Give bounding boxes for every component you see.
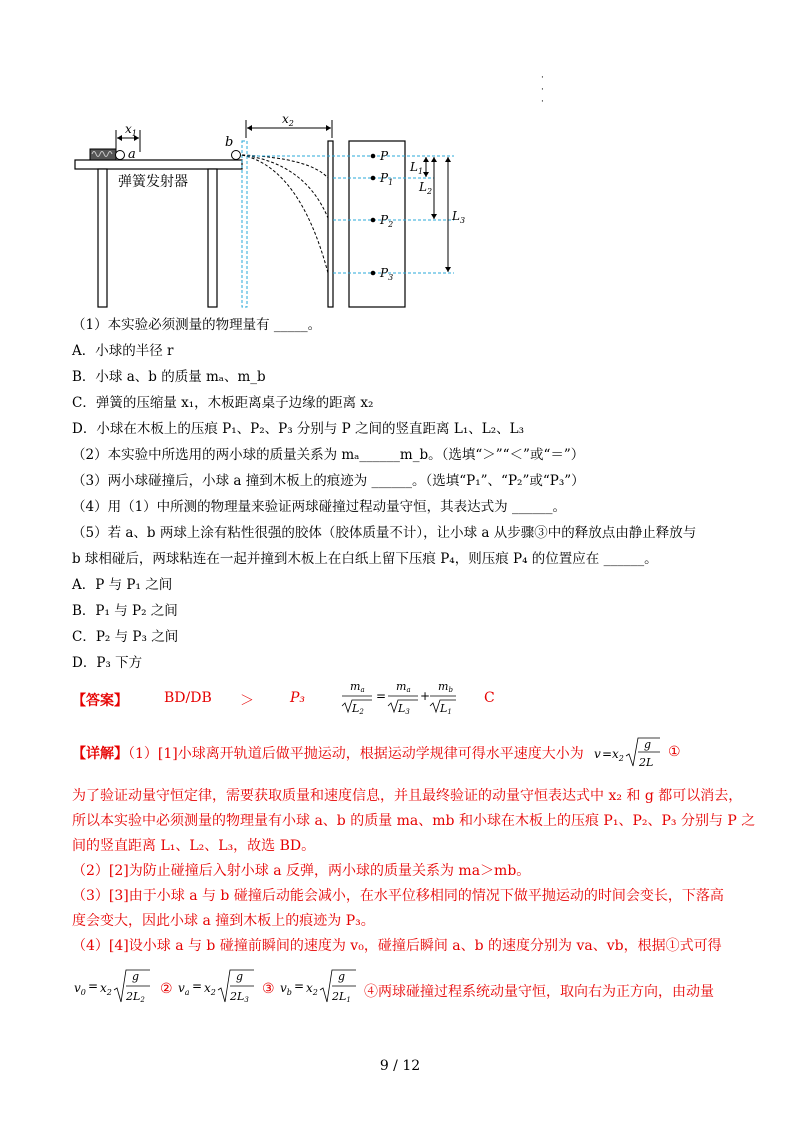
mark-p2: [371, 218, 376, 223]
ball-a: [116, 151, 125, 160]
q5-option-a: A．P 与 P₁ 之间: [72, 577, 173, 593]
q5-option-d: D．P₃ 下方: [72, 655, 143, 671]
svg-text:v: v: [594, 747, 601, 761]
q1-option-d: D．小球在木板上的压痕 P₁、P₂、P₃ 分别与 P 之间的竖直距离 L₁、L₂、L₃: [72, 421, 524, 437]
svg-text:x2: [282, 112, 294, 128]
answer-5: C: [484, 690, 495, 706]
svg-text:2L: 2L: [639, 756, 654, 769]
experiment-figure: [70, 108, 470, 308]
table-leg-left: [98, 169, 107, 307]
svg-text:=: =: [294, 979, 305, 993]
svg-text:=: =: [376, 689, 387, 703]
velocity-formula: [592, 734, 662, 774]
explanation-line-1: [72, 744, 584, 764]
svg-text:ma: ma: [396, 680, 411, 694]
svg-text:P3: $P_3$: [380, 266, 394, 282]
label-p1: P: [380, 171, 389, 185]
marker-1: ①: [668, 744, 681, 760]
question-4: （4）用（1）中所测的物理量来验证两球碰撞过程动量守恒，其表达式为 ______。: [72, 499, 566, 515]
x1-label: x: [125, 122, 132, 136]
svg-text:2L3: 2L3: [230, 990, 249, 1004]
explanation-line-8: （4）[4]设小球 a 与 b 碰撞前瞬间的速度为 v₀，碰撞后瞬间 a、b 的速度分别为 va、vb，根据①式可得: [72, 938, 722, 954]
question-2: （2）本实验中所选用的两小球的质量关系为 mₐ______m_b。（选填“＞”“＜”或“＝”）: [72, 447, 585, 463]
x2-label: x: [282, 112, 289, 126]
svg-text:vb: $v_b$: [280, 981, 292, 997]
ball-b-label: b: [225, 135, 234, 150]
svg-text:L3: $L_3$: [452, 209, 466, 225]
L1-label: L: [410, 160, 418, 174]
svg-text:2L2: 2L2: [126, 990, 145, 1004]
svg-text:g: g: [644, 738, 652, 751]
answer-2: ＞: [240, 693, 254, 709]
q1-option-b: B．小球 a、b 的质量 mₐ、m_b: [72, 369, 266, 385]
question-5-line2: b 球相碰后，两球粘连在一起并撞到木板上在白纸上留下压痕 P₄，则压痕 P₄ 的位置应在 ______。: [72, 551, 658, 567]
spring-label: 弹簧发射器: [118, 174, 188, 190]
explanation-line-6: （3）[3]由于小球 a 与 b 碰撞后动能会减小，在水平位移相同的情况下做平抛运动的时间会变长，下落高: [72, 888, 724, 904]
answer-1: BD/DB: [164, 690, 212, 706]
paper-board: [349, 141, 405, 307]
corner-dots: · · ·: [541, 73, 544, 107]
svg-text:2L1: 2L1: [332, 990, 351, 1004]
explanation-label: 【详解】: [72, 746, 128, 762]
explanation-line-5: （2）[2]为防止碰撞后入射小球 a 反弹，两小球的质量关系为 ma＞mb。: [72, 863, 531, 879]
question-5-line1: （5）若 a、b 两球上涂有粘性很强的胶体（胶体质量不计），让小球 a 从步骤③中的释放点由静止释放与: [72, 525, 697, 541]
x2-sub: 2: [288, 119, 294, 128]
L2-label: L: [419, 180, 427, 194]
label-p3: P: [380, 266, 389, 280]
formula-vb: [278, 966, 368, 1010]
svg-text:L2: L2: [352, 702, 364, 716]
svg-text:=: =: [192, 979, 203, 993]
q5-option-b: B．P₁ 与 P₂ 之间: [72, 603, 178, 619]
question-3: （3）两小球碰撞后，小球 a 撞到木板上的痕迹为 ______。（选填“P₁”、“P₂”或“P₃”）: [72, 473, 585, 489]
svg-text:g: g: [132, 970, 140, 983]
svg-text:g: g: [236, 970, 244, 983]
label-p: P: [380, 149, 389, 163]
explanation-line-7: 度会变大，因此小球 a 撞到木板上的痕迹为 P₃。: [72, 913, 375, 929]
svg-text:=: =: [88, 979, 99, 993]
svg-text:L1: $L_1$: [410, 160, 424, 176]
explanation-line-4: 间的竖直距离 L₁、L₂、L₃，故选 BD。: [72, 838, 316, 854]
mark-p1: [371, 176, 376, 181]
page-number: 9 / 12: [379, 1058, 421, 1074]
q1-option-c: C．弹簧的压缩量 x₁，木板距离桌子边缘的距离 x₂: [72, 395, 374, 411]
mark-p3: [371, 271, 376, 276]
table-top: [75, 160, 242, 169]
label-p2: P: [380, 213, 389, 227]
svg-text:x2: $x_2$: [100, 981, 112, 997]
formula-va: [176, 966, 266, 1010]
answer-4-formula: [338, 678, 458, 720]
q5-option-c: C．P₂ 与 P₃ 之间: [72, 629, 179, 645]
svg-text:x2: $x_2$: [612, 747, 624, 763]
svg-text:x2: $x_2$: [204, 981, 216, 997]
table-leg-right: [208, 169, 217, 307]
question-1: （1）本实验必须测量的物理量有 _____。: [72, 317, 322, 333]
explanation-text-1: （1）[1]小球离开轨道后做平抛运动，根据运动学规律可得水平速度大小为: [128, 746, 584, 762]
L3-label: L: [452, 209, 460, 223]
marker-2: ②: [160, 981, 173, 997]
svg-text:P2: $P_2$: [380, 213, 394, 229]
mark-p: [371, 154, 376, 159]
svg-text:x2: $x_2$: [306, 981, 318, 997]
q1-option-a: A．小球的半径 r: [72, 343, 174, 359]
ball-b: [232, 151, 241, 160]
answer-label: 【答案】: [72, 693, 128, 709]
svg-text:L3: L3: [398, 702, 410, 716]
ball-a-label: a: [128, 147, 136, 162]
answer-3: P₃: [290, 690, 306, 706]
explanation-line-9-tail: ④两球碰撞过程系统动量守恒，取向右为正方向，由动量: [364, 984, 714, 1000]
svg-text:=: =: [602, 747, 613, 761]
spring-launcher: [90, 149, 116, 160]
svg-text:P1: $P_1$: [380, 171, 394, 187]
x1-sub: 1: [131, 129, 137, 138]
plank-initial: [242, 141, 247, 307]
svg-text:ma: ma: [350, 680, 365, 694]
svg-text:g: g: [338, 970, 346, 983]
svg-text:x1: [125, 122, 137, 138]
svg-text:mb: mb: [438, 680, 453, 694]
svg-text:+: +: [420, 689, 431, 703]
svg-text:L2: $L_2$: [419, 180, 433, 196]
plank-moved: [328, 141, 333, 307]
explanation-line-2: 为了验证动量守恒定律，需要获取质量和速度信息，并且最终验证的动量守恒表达式中 x₂ 和 g 都可以消去，: [72, 788, 743, 804]
svg-text:v0: $v_0$: [74, 981, 86, 997]
svg-text:L1: L1: [440, 702, 452, 716]
marker-3: ③: [262, 981, 275, 997]
svg-text:va: $v_a$: [178, 981, 190, 997]
explanation-line-3: 所以本实验中必须测量的物理量有小球 a、b 的质量 ma、mb 和小球在木板上的压痕 P₁、P₂、P₃ 分别与 P 之: [72, 813, 756, 829]
